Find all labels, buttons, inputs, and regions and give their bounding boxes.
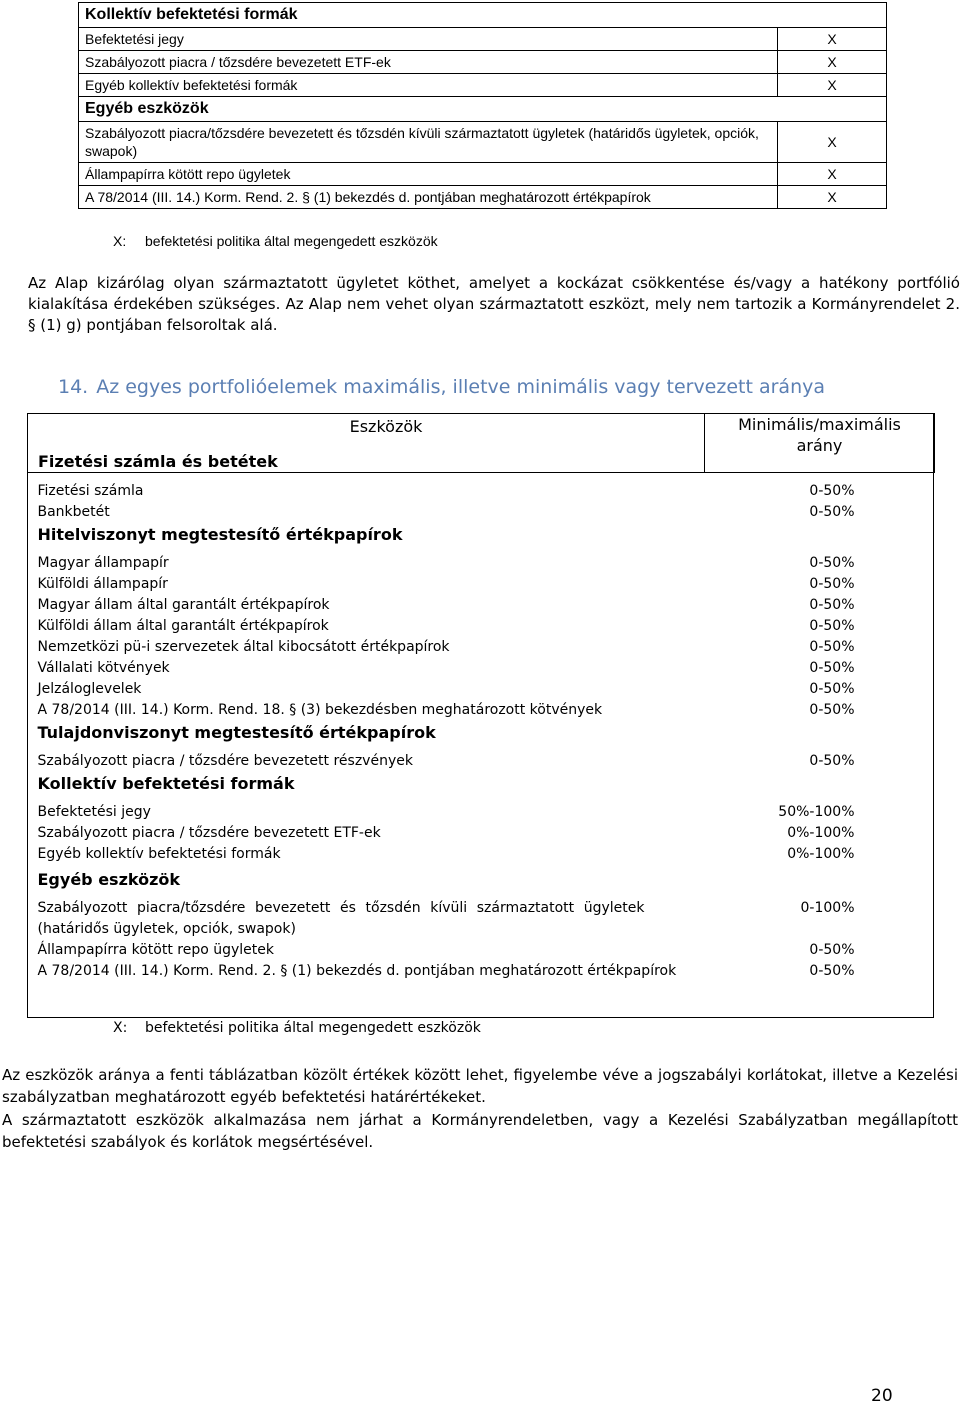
asset-label: Szabályozott piacra / tőzsdére bevezetett részvények <box>37 753 413 769</box>
asset-label: Nemzetközi pü-i szervezetek által kibocsátott értékpapírok <box>37 639 450 655</box>
group-row <box>28 523 935 553</box>
asset-label: Fizetési számla <box>37 483 144 499</box>
table-row <box>28 574 935 595</box>
asset-label: Szabályozott piacra / tőzsdére bevezetett ETF-ek <box>37 825 381 841</box>
asset-label: Jelzáloglevelek <box>37 681 142 697</box>
ratio-value: 0-50% <box>809 483 855 499</box>
spacer-row <box>28 473 935 482</box>
table-row <box>28 595 935 616</box>
legend-text: befektetési politika által megengedett eszközök <box>145 233 438 249</box>
table-row <box>28 679 935 700</box>
group-heading: Fizetési számla és betétek <box>38 452 278 471</box>
ratio-value: 0-50% <box>809 618 855 634</box>
table-row <box>79 3 887 28</box>
legend-text: befektetési politika által megengedett eszközök <box>145 1020 481 1036</box>
column-header-ratio: Minimális/maximális arány <box>705 414 935 473</box>
table-row <box>79 51 887 74</box>
ratio-value: 0%-100% <box>787 846 855 862</box>
table-row <box>79 122 887 163</box>
asset-label: Befektetési jegy <box>79 28 778 51</box>
spacer-cell <box>28 473 935 482</box>
page-number: 20 <box>871 1386 893 1406</box>
legend-key: X: <box>113 1020 128 1036</box>
ratio-value: 0-100% <box>800 900 855 916</box>
asset-label: Szabályozott piacra/tőzsdére bevezetett és tőzsdén kívüli származtatott ügyletek (határidős ügyletek, opciók, swapok) <box>37 900 645 937</box>
section-number: 14. <box>58 376 89 398</box>
asset-label: Külföldi állam által garantált értékpapírok <box>37 618 329 634</box>
group-row <box>28 772 935 802</box>
ratio-value: 0-50% <box>809 963 855 979</box>
ratio-value: 0-50% <box>809 576 855 592</box>
allowed-mark: X <box>778 28 887 51</box>
table-row <box>28 823 935 844</box>
asset-label: Egyéb kollektív befektetési formák <box>79 74 778 97</box>
asset-label: Magyar állampapír <box>37 555 169 571</box>
ratio-value: 0-50% <box>809 681 855 697</box>
ratio-value: 0-50% <box>809 702 855 718</box>
asset-label: Befektetési jegy <box>37 804 151 820</box>
asset-label: Egyéb kollektív befektetési formák <box>37 846 281 862</box>
ratio-value: 0%-100% <box>787 825 855 841</box>
asset-label: A 78/2014 (III. 14.) Korm. Rend. 18. § (3) bekezdésben meghatározott kötvények <box>37 702 603 718</box>
allowed-mark: X <box>778 51 887 74</box>
table-row <box>28 940 935 961</box>
table-row <box>28 751 935 772</box>
asset-label: Állampapírra kötött repo ügyletek <box>79 163 778 186</box>
asset-label: A 78/2014 (III. 14.) Korm. Rend. 2. § (1) bekezdés d. pontjában meghatározott értékpapírok <box>37 963 677 979</box>
ratio-table <box>27 413 935 982</box>
ratio-value: 0-50% <box>809 639 855 655</box>
table-row <box>28 616 935 637</box>
table-row <box>28 481 935 502</box>
ratio-value: 0-50% <box>809 660 855 676</box>
allowed-mark: X <box>778 163 887 186</box>
asset-label: Szabályozott piacra / tőzsdére bevezetett ETF-ek <box>79 51 778 74</box>
ratio-value: 0-50% <box>809 942 855 958</box>
asset-label: Állampapírra kötött repo ügyletek <box>37 942 274 958</box>
table-row <box>28 802 935 823</box>
group-heading: Tulajdonviszonyt megtestesítő értékpapírok <box>37 723 436 742</box>
ratio-value: 0-50% <box>809 597 855 613</box>
allowed-mark: X <box>778 74 887 97</box>
section-heading <box>58 376 825 398</box>
table-row <box>28 658 935 679</box>
allowed-mark: X <box>778 122 887 163</box>
allowed-assets-table <box>78 2 887 209</box>
asset-label: Vállalati kötvények <box>37 660 170 676</box>
group-heading: Egyéb eszközök <box>79 97 887 122</box>
derivatives-limit-paragraph: A származtatott eszközök alkalmazása nem járhat a Kormányrendeletben, vagy a Kezelési Szabályzatban megállapított befektetési szabályok és korlátok megsértésével. <box>2 1111 958 1151</box>
ratio-note-paragraph: Az eszközök aránya a fenti táblázatban közölt értékek között lehet, figyelembe véve a jogszabályi korlátokat, illetve a Kezelési szabályzatban meghatározott egyéb befektetési határértékeket. <box>2 1066 958 1106</box>
ratio-table-legend <box>113 1020 481 1036</box>
allowed-assets-legend <box>113 233 438 249</box>
table-row <box>79 97 887 122</box>
group-heading: Kollektív befektetési formák <box>37 774 295 793</box>
legend-key: X: <box>113 233 127 249</box>
group-heading: Hitelviszonyt megtestesítő értékpapírok <box>37 525 403 544</box>
table-header-row <box>28 414 935 473</box>
asset-label: Magyar állam által garantált értékpapírok <box>37 597 330 613</box>
asset-label: Külföldi állampapír <box>37 576 168 592</box>
ratio-value: 0-50% <box>809 504 855 520</box>
table-row <box>79 28 887 51</box>
asset-label: Szabályozott piacra/tőzsdére bevezetett és tőzsdén kívüli származtatott ügyletek (határidős ügyletek, opciók, swapok) <box>79 122 778 163</box>
table-row <box>28 502 935 523</box>
section-title: Az egyes portfolióelemek maximális, illetve minimális vagy tervezett aránya <box>96 376 826 398</box>
header-assets-cell <box>28 414 705 473</box>
derivatives-paragraph: Az Alap kizárólag olyan származtatott ügyletet köthet, amelyet a kockázat csökkentése és/vagy a hatékony portfólió kialakítása érdekében szükséges. Az Alap nem vehet olyan származtatott eszközt, mely nem tartozik a Kormányrendelet 2. § (1) g) pontjában felsoroltak alá. <box>28 274 960 334</box>
allowed-mark: X <box>778 186 887 209</box>
table-row <box>28 844 935 865</box>
table-row <box>79 163 887 186</box>
table-row <box>79 186 887 209</box>
group-heading: Egyéb eszközök <box>37 870 181 889</box>
group-row <box>28 721 935 751</box>
asset-label: Bankbetét <box>37 504 110 520</box>
ratio-value: 0-50% <box>809 555 855 571</box>
table-row <box>28 700 935 721</box>
group-row <box>28 868 935 898</box>
table-row <box>28 898 935 940</box>
column-header-assets: Eszközök <box>349 417 423 436</box>
table-row <box>28 961 935 982</box>
ratio-value: 50%-100% <box>778 804 855 820</box>
table-row <box>28 553 935 574</box>
asset-label: A 78/2014 (III. 14.) Korm. Rend. 2. § (1) bekezdés d. pontjában meghatározott értékpapírok <box>79 186 778 209</box>
table-row <box>79 74 887 97</box>
group-heading: Kollektív befektetési formák <box>79 3 887 28</box>
ratio-value: 0-50% <box>809 753 855 769</box>
table-row <box>28 637 935 658</box>
